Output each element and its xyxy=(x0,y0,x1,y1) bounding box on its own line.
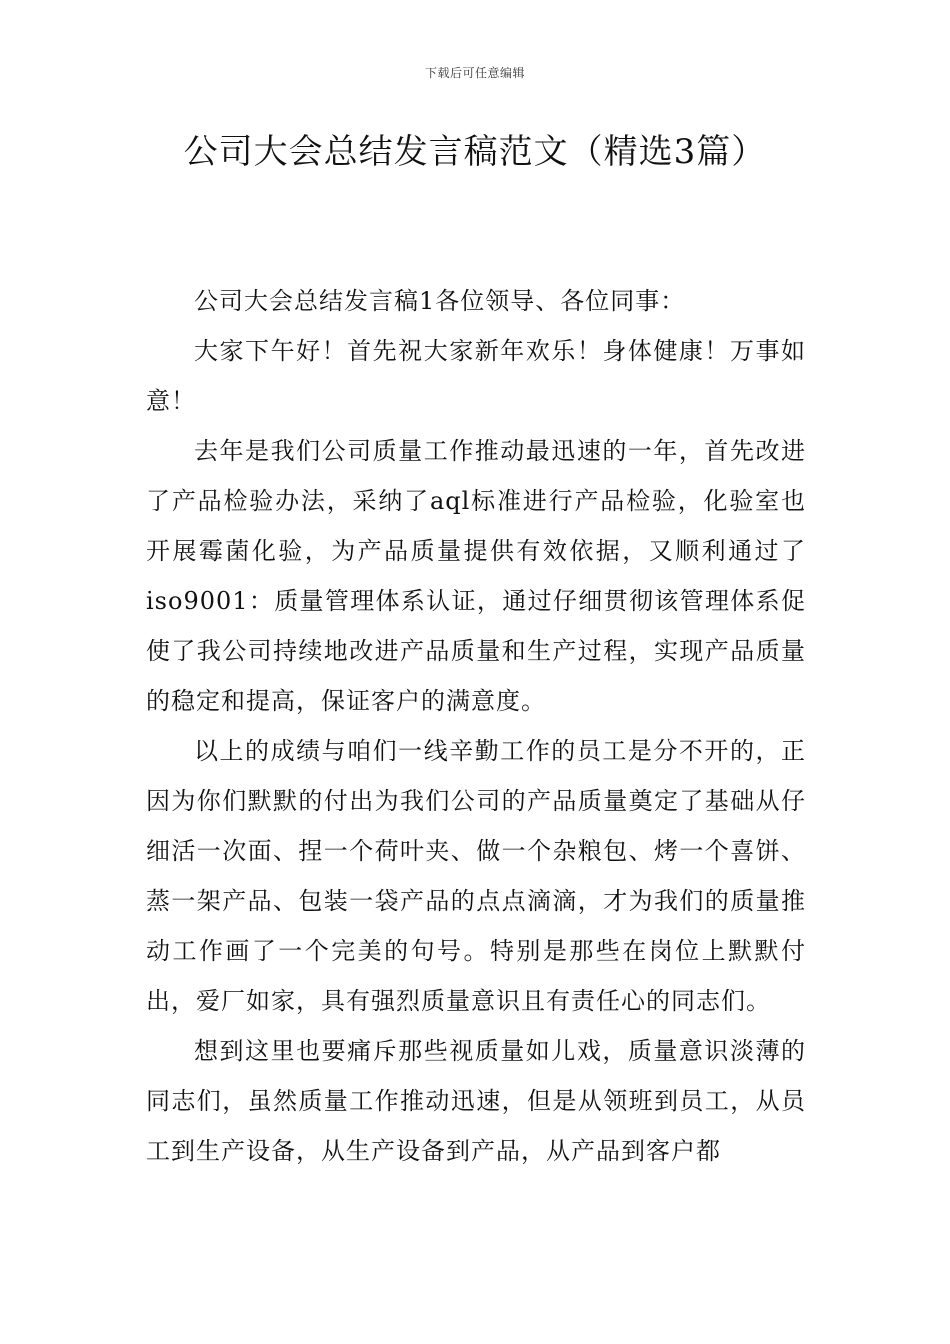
document-body xyxy=(146,276,806,1176)
paragraph-staff-thanks: 以上的成绩与咱们一线辛勤工作的员工是分不开的，正因为你们默默的付出为我们公司的产品质量奠定了基础从仔细活一次面、捏一个荷叶夹、做一个杂粮包、烤一个喜饼、蒸一架产品、包装一袋产品的点点滴滴，才为我们的质量推动工作画了一个完美的句号。特别是那些在岗位上默默付出，爱厂如家，具有强烈质量意识且有责任心的同志们。 xyxy=(146,737,806,1015)
header-note: 下载后可任意编辑 xyxy=(424,66,525,80)
paragraph-criticism: 想到这里也要痛斥那些视质量如儿戏，质量意识淡薄的同志们，虽然质量工作推动迅速，但是从领班到员工，从员工到生产设备，从生产设备到产品，从产品到客户都 xyxy=(146,1037,806,1165)
paragraph-achievements: 去年是我们公司质量工作推动最迅速的一年，首先改进了产品检验办法，采纳了aql标准进行产品检验，化验室也开展霉菌化验，为产品质量提供有效依据，又顺利通过了iso9001：质量管理体系认证，通过仔细贯彻该管理体系促使了我公司持续地改进产品质量和生产过程，实现产品质量的稳定和提高，保证客户的满意度。 xyxy=(146,437,806,715)
document-title: 公司大会总结发言稿范文（精选3篇） xyxy=(183,132,767,172)
paragraph-greeting: 公司大会总结发言稿1各位领导、各位同事： xyxy=(194,287,686,315)
paragraph-wishes: 大家下午好！首先祝大家新年欢乐！身体健康！万事如意！ xyxy=(146,337,806,415)
